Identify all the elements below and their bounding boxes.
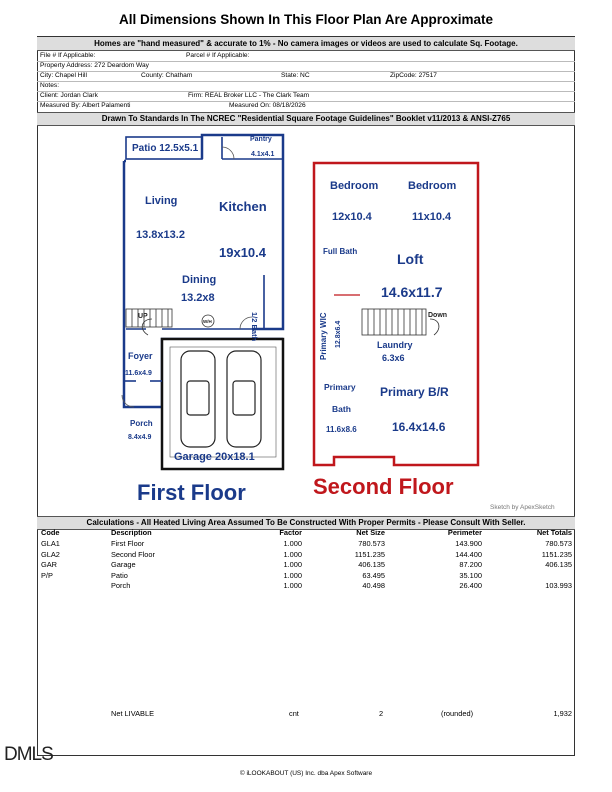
table-cell: Patio (111, 570, 128, 580)
table-cell: 26.400 (459, 581, 482, 590)
table-cell: 143.900 (455, 539, 482, 548)
stairs-up-label: UP (138, 313, 148, 320)
net-livable-count: 2 (379, 709, 384, 718)
second-floor-label: Second Floor (313, 474, 454, 499)
garage-outline (162, 339, 283, 469)
table-cell: GLA1 (41, 539, 60, 548)
room-dim-kitchen: 19x10.4 (219, 245, 266, 260)
room-label-porch: Porch (130, 419, 153, 428)
room-label-half-bath: 1/2 Bath (250, 312, 259, 342)
room-label-living: Living (145, 195, 178, 207)
column-header-description: Description (111, 528, 152, 537)
room-dim-living: 13.8x13.2 (136, 229, 185, 241)
room-dim-primary-wic: 12.8x6.4 (335, 320, 342, 348)
table-cell: 406.135 (545, 560, 572, 569)
table-cell: First Floor (111, 539, 145, 548)
table-cell: 87.200 (459, 560, 482, 569)
net-livable-label: Net LIVABLE (111, 709, 154, 718)
room-label-primary-br: Primary B/R (380, 385, 449, 399)
room-label-primary-wic: Primary WIC (319, 312, 328, 360)
table-cell: 40.498 (362, 581, 385, 590)
measured-on: Measured On: 08/18/2026 (229, 102, 306, 109)
room-label-foyer: Foyer (128, 351, 153, 361)
zipcode: ZipCode: 27517 (390, 72, 437, 79)
room-dim-primary-br: 16.4x14.6 (392, 420, 446, 434)
table-cell: 1.000 (283, 581, 302, 590)
property-address: Property Address: 272 Deardom Way (40, 62, 149, 69)
table-cell: 780.573 (358, 539, 385, 548)
city: City: Chapel Hill (40, 72, 87, 79)
table-cell: 63.495 (362, 570, 385, 580)
notes: Notes: (40, 82, 60, 89)
calculations-banner: Calculations - All Heated Living Area Assumed To Be Constructed With Proper Permits - Please Consult With Seller. (37, 516, 575, 530)
room-dim-laundry: 6.3x6 (382, 353, 405, 363)
table-cell: P/P (41, 570, 53, 580)
room-dim-bedroom-1: 12x10.4 (332, 211, 372, 223)
room-dim-dining: 13.2x8 (181, 292, 215, 304)
net-livable-total: 1,932 (553, 709, 572, 718)
file-number: File # If Applicable: (40, 52, 96, 59)
standards-banner: Drawn To Standards In The NCREC "Residential Square Footage Guidelines" Booklet v11/2013 & ANSI-Z765 (37, 112, 575, 126)
floor-plan-drawing (38, 125, 574, 515)
room-label-bedroom-1: Bedroom (330, 180, 379, 192)
room-label-primary-bath-2: Bath (332, 404, 351, 414)
down-arrow-icon (430, 319, 439, 335)
table-cell: Porch (111, 581, 131, 590)
measured-by: Measured By: Albert Palamenti (40, 102, 131, 109)
room-label-loft: Loft (397, 251, 424, 267)
room-dim-foyer: 11.6x4.9 (125, 370, 152, 377)
mls-logo: DMLS (4, 744, 53, 765)
room-dim-loft: 14.6x11.7 (381, 284, 443, 300)
room-label-primary-bath: Primary (324, 382, 356, 392)
first-floor-stairs (126, 309, 172, 327)
parcel-number: Parcel # If Applicable: (186, 52, 250, 59)
table-cell: 406.135 (358, 560, 385, 569)
room-label-patio: Patio 12.5x5.1 (132, 143, 199, 154)
net-livable-rounded: (rounded) (441, 709, 474, 718)
room-label-full-bath: Full Bath (323, 247, 358, 256)
client: Client: Jordan Clark (40, 92, 98, 99)
footer-copyright: © iLOOKABOUT (US) Inc. dba Apex Software (239, 770, 373, 777)
stairs-down-label: Down (428, 312, 448, 319)
county: County: Chatham (141, 72, 193, 79)
table-cell: Second Floor (111, 549, 155, 559)
room-dim-primary-bath: 11.6x8.6 (326, 425, 357, 434)
table-cell: 1.000 (283, 560, 302, 569)
room-dim-pantry: 4.1x4.1 (251, 151, 275, 158)
firm: Firm: REAL Broker LLC - The Clark Team (188, 92, 310, 99)
room-label-kitchen: Kitchen (219, 199, 267, 214)
column-header-perimeter: Perimeter (447, 528, 482, 537)
table-cell: GLA2 (41, 549, 60, 559)
state: State: NC (281, 72, 310, 79)
column-header-factor: Factor (279, 528, 302, 537)
table-cell: 780.573 (545, 539, 572, 548)
second-floor-stairs (362, 309, 426, 335)
sketch-credit: Sketch by ApexSketch (490, 504, 555, 511)
water-heater-label: W/H (203, 319, 212, 324)
table-cell: 1.000 (283, 570, 302, 580)
page-title: All Dimensions Shown In This Floor Plan Are Approximate (118, 12, 494, 27)
table-cell: 1151.235 (354, 549, 385, 559)
room-label-pantry: Pantry (250, 136, 272, 143)
net-livable-cnt: cnt (289, 709, 299, 718)
table-cell: 1.000 (283, 539, 302, 548)
table-cell: 144.400 (455, 549, 482, 559)
divider (37, 81, 575, 82)
table-cell: 1.000 (283, 549, 302, 559)
room-dim-porch: 8.4x4.9 (128, 434, 152, 441)
accuracy-banner: Homes are "hand measured" & accurate to 1% - No camera images or videos are used to calculate Sq. Footage. (37, 37, 575, 51)
calculations-table (0, 528, 612, 728)
first-floor-label: First Floor (137, 480, 246, 505)
column-header-net-totals: Net Totals (536, 528, 572, 537)
table-cell: 1151.235 (541, 549, 572, 559)
room-dim-bedroom-2: 11x10.4 (412, 211, 452, 223)
table-cell: 103.993 (545, 581, 572, 590)
room-label-laundry: Laundry (377, 340, 413, 350)
room-label-dining: Dining (182, 274, 217, 286)
room-label-garage: Garage 20x18.1 (174, 451, 255, 463)
room-label-bedroom-2: Bedroom (408, 180, 457, 192)
table-cell: Garage (111, 560, 136, 569)
table-cell: GAR (41, 560, 58, 569)
column-header-net-size: Net Size (356, 528, 385, 537)
table-cell: 35.100 (459, 570, 482, 580)
column-header-code: Code (41, 528, 60, 537)
